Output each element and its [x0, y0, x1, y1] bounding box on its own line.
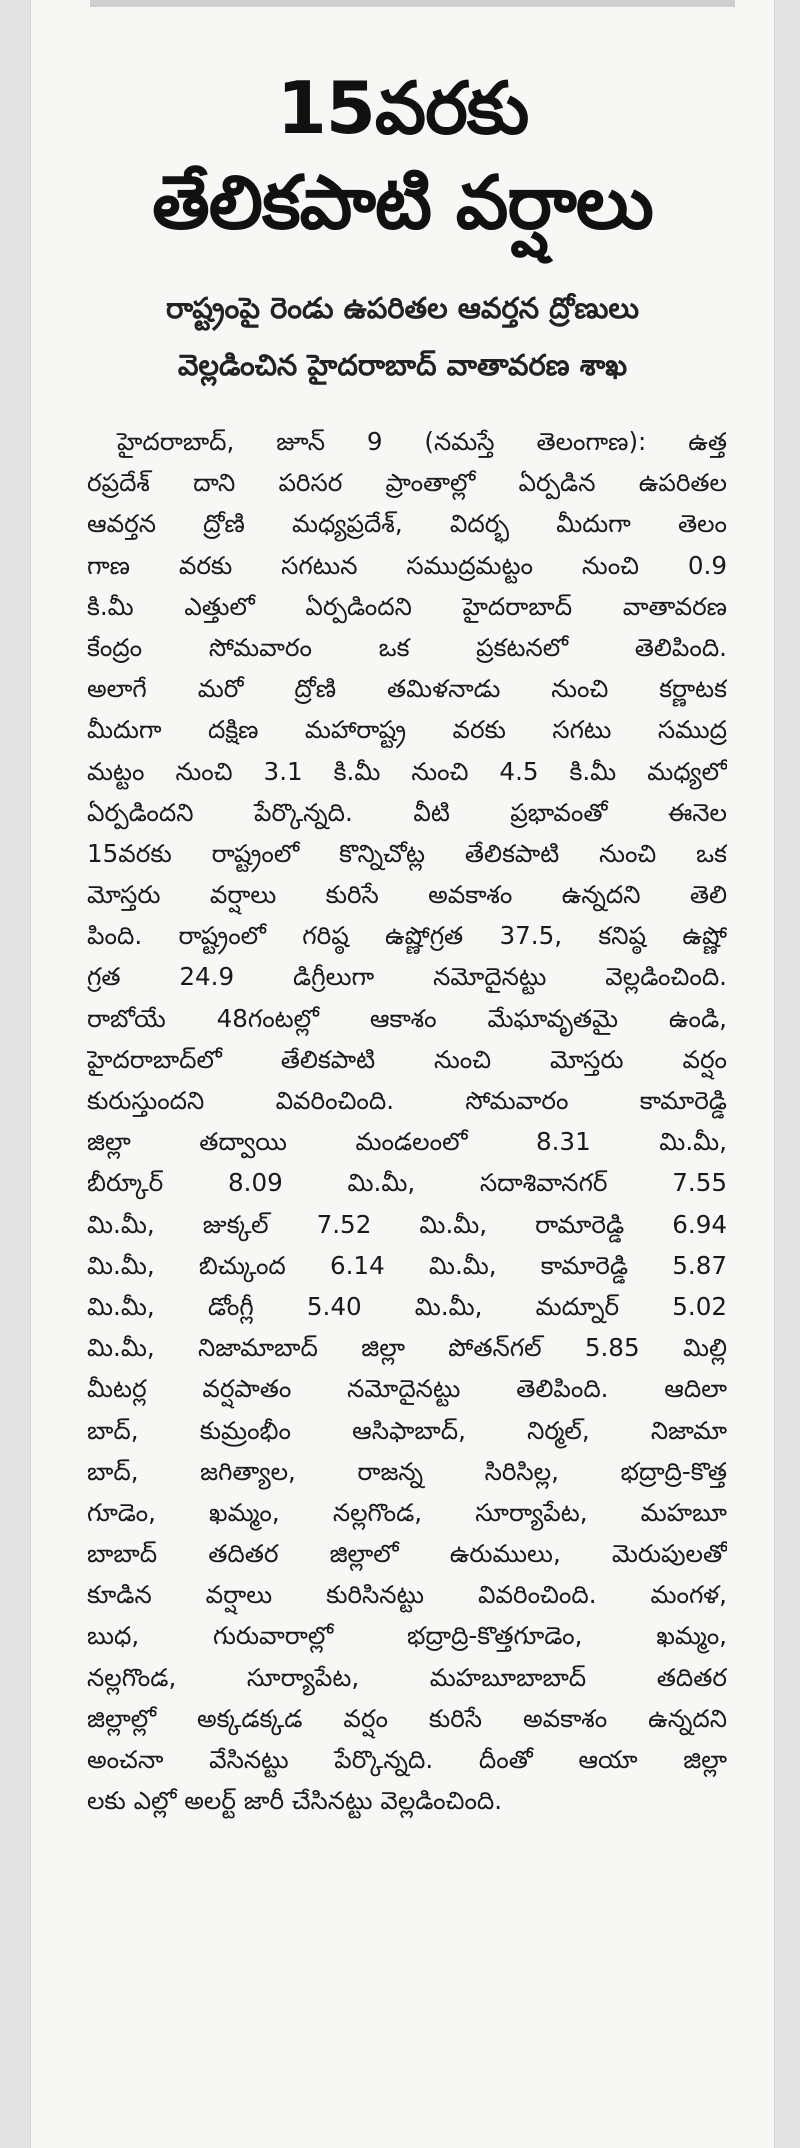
top-divider [90, 0, 735, 7]
article-body-line: మి.మీ, నిజామాబాద్ జిల్లా పోతన్‌గల్ 5.85 మిల్లి [87, 1333, 727, 1363]
article-body-line: బాద్, జగిత్యాల, రాజన్న సిరిసిల్ల, భద్రాద్రి-కొత్త [87, 1456, 727, 1486]
article-body-line: గ్రత 24.9 డిగ్రీలుగా నమోదైనట్టు వెల్లడించింది. [87, 962, 727, 992]
article-body-line: హైదరాబాద్, జూన్ 9 (నమస్తే తెలంగాణ): ఉత్త [117, 427, 727, 456]
article-body-line: కేంద్రం సోమవారం ఒక ప్రకటనలో తెలిపింది. [87, 632, 727, 662]
article-body-line: హైదరాబాద్‌లో తేలికపాటి నుంచి మోస్తరు వర్షం [87, 1044, 727, 1074]
headline-line-1: 15వరకు [276, 66, 529, 150]
article-body-line: మీటర్ల వర్షపాతం నమోదైనట్టు తెలిపింది. ఆదిలా [87, 1374, 727, 1404]
article-body-line: గూడెం, ఖమ్మం, నల్లగొండ, సూర్యాపేట, మహబూ [87, 1497, 727, 1527]
article-body-line: కూడిన వర్షాలు కురిసినట్టు వివరించింది. మంగళ, [87, 1580, 727, 1610]
article-body-line: మీదుగా దక్షిణ మహారాష్ట్ర వరకు సగటు సముద్ర [87, 715, 727, 745]
article-body-line: కురుస్తుందని వివరించింది. సోమవారం కామారెడ్డి [87, 1086, 727, 1115]
article-body-line: మి.మీ, బిచ్కుంద 6.14 మి.మీ, కామారెడ్డి 5.87 [87, 1250, 727, 1280]
article-body-line: పింది. రాష్ట్రంలో గరిష్ఠ ఉష్ణోగ్రత 37.5, కనిష్ఠ ఉష్ణో [87, 921, 727, 951]
article-body-line: మి.మీ, జుక్కల్ 7.52 మి.మీ, రామారెడ్డి 6.94 [87, 1209, 727, 1239]
article-body-line: బాబాద్ తదితర జిల్లాలో ఉరుములు, మెరుపులతో [87, 1539, 727, 1569]
article-body-line: గాణ వరకు సగటున సముద్రమట్టం నుంచి 0.9 [87, 550, 727, 580]
article-body-line: అలాగే మరో ద్రోణి తమిళనాడు నుంచి కర్ణాటక [87, 674, 727, 704]
article-body-line: జిల్లా తద్వాయి మండలంలో 8.31 మి.మీ, [87, 1127, 727, 1157]
article-body-line: ఆవర్తన ద్రోణి మధ్యప్రదేశ్, విదర్భ మీదుగా తెలం [87, 509, 727, 539]
article-body-line: బీర్కూర్ 8.09 మి.మీ, సదాశివానగర్ 7.55 [87, 1168, 727, 1198]
article-body-line: లకు ఎల్లో అలర్ట్ జారీ చేసినట్టు వెల్లడించింది. [87, 1786, 503, 1816]
article-body-line: రాబోయే 48గంటల్లో ఆకాశం మేఘావృతమై ఉండి, [87, 1003, 727, 1033]
article-body-line: జిల్లాల్లో అక్కడక్కడ వర్షం కురిసే అవకాశం ఉన్నదని [87, 1703, 727, 1733]
article-body-line: బుధ, గురువారాల్లో భద్రాద్రి-కొత్తగూడెం, ఖమ్మం, [87, 1621, 727, 1651]
article-body-line: మి.మీ, డోంగ్లీ 5.40 మి.మీ, మద్నూర్ 5.02 [87, 1291, 727, 1321]
article-body-line: మోస్తరు వర్షాలు కురిసే అవకాశం ఉన్నదని తెలి [87, 880, 727, 910]
article-body-line: బాద్, కుమ్రంభీం ఆసిఫాబాద్, నిర్మల్, నిజామా [87, 1415, 727, 1445]
article-body-line: మట్టం నుంచి 3.1 కి.మీ నుంచి 4.5 కి.మీ మధ్యలో [87, 756, 727, 786]
article-body [87, 421, 727, 1821]
headline-line-2: తేలికపాటి వర్షాలు [152, 160, 653, 246]
article-body-line: 15వరకు రాష్ట్రంలో కొన్నిచోట్ల తేలికపాటి నుంచి ఒక [87, 838, 727, 868]
article-body-line: రప్రదేశ్ దాని పరిసర ప్రాంతాల్లో ఏర్పడిన ఉపరితల [87, 468, 727, 498]
article-body-line: నల్లగొండ, సూర్యాపేట, మహబూబాబాద్ తదితర [87, 1662, 727, 1692]
article-body-line: ఏర్పడిందని పేర్కొన్నది. వీటి ప్రభావంతో ఈనెల [87, 797, 727, 827]
subheadline-line-2: వెల్లడించిన హైదరాబాద్ వాతావరణ శాఖ [177, 348, 628, 382]
article-body-line: కి.మీ ఎత్తులో ఏర్పడిందని హైదరాబాద్ వాతావరణ [87, 591, 727, 621]
article-body-line: అంచనా వేసినట్టు పేర్కొన్నది. దీంతో ఆయా జిల్లా [87, 1745, 727, 1774]
subheadline-line-1: రాష్ట్రంపై రెండు ఉపరితల ఆవర్తన ద్రోణులు [165, 291, 639, 325]
